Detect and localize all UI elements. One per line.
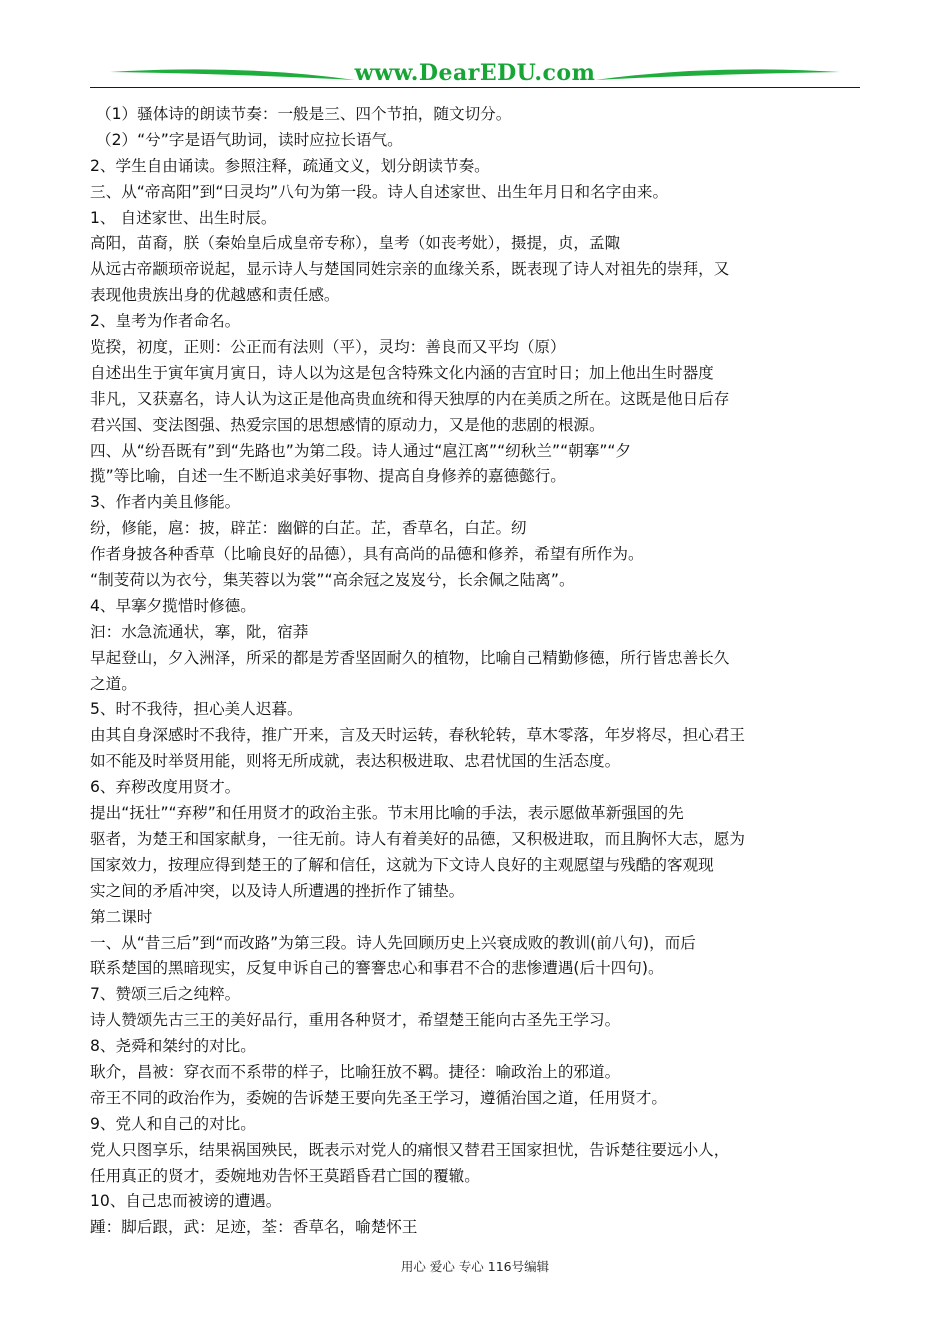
text-line: 由其自身深感时不我待，推广开来，言及天时运转，春秋轮转，草木零落，年岁将尽，担心君王 (90, 726, 745, 745)
document-body (90, 102, 862, 1241)
text-line: 非凡，又获嘉名，诗人认为这正是他高贵血统和得天独厚的内在美质之所在。这既是他日后存 (90, 389, 730, 408)
text-line: 之道。 (90, 674, 137, 693)
text-line: 踵：脚后跟，武：足迹，荃：香草名，喻楚怀王 (90, 1218, 418, 1237)
text-line: 从远古帝颛顼帝说起，显示诗人与楚国同姓宗亲的血缘关系，既表现了诗人对祖先的崇拜，又 (90, 260, 730, 279)
text-line: 2、皇考为作者命名。 (90, 312, 241, 331)
text-line: 纷，修能，扈：披，辟芷：幽僻的白芷。芷，香草名，白芷。纫 (90, 519, 527, 538)
text-line: 耿介，昌被：穿衣而不系带的样子，比喻狂放不羁。捷径：喻政治上的邪道。 (90, 1062, 621, 1081)
text-line: 自述出生于寅年寅月寅日，诗人以为这是包含特殊文化内涵的吉宜时日；加上他出生时器度 (90, 363, 714, 382)
text-line: 四、从“纷吾既有”到“先路也”为第二段。诗人通过“扈江离”“纫秋兰”“朝搴”“夕 (90, 441, 632, 460)
text-line: 国家效力，按理应得到楚王的了解和信任，这就为下文诗人良好的主观愿望与残酷的客观现 (90, 855, 714, 874)
site-logo-text[interactable]: www.DearEDU.com (354, 60, 596, 86)
text-line: 诗人赞颂先古三王的美好品行，重用各种贤才，希望楚王能向古圣先王学习。 (90, 1011, 621, 1030)
page-footer: 用心 爱心 专心 116号编辑 (400, 1259, 550, 1274)
text-line: 第二课时 (90, 907, 153, 926)
text-line: 提出“抚壮”“弃秽”和任用贤才的政治主张。节末用比喻的手法，表示愿做革新强国的先 (90, 804, 684, 823)
page-header (90, 56, 860, 94)
text-line: 4、早搴夕揽惜时修德。 (90, 596, 256, 615)
text-line: 2、学生自由诵读。参照注释，疏通文义，划分朗读节奏。 (90, 156, 490, 175)
text-line: 5、时不我待，担心美人迟暮。 (90, 700, 303, 719)
text-line: 揽”等比喻，自述一生不断追求美好事物、提高自身修养的嘉德懿行。 (90, 467, 566, 486)
text-line: 实之间的矛盾冲突，以及诗人所遭遇的挫折作了铺垫。 (90, 881, 465, 900)
text-line: 任用真正的贤才，委婉地劝告怀王莫蹈昏君亡国的覆辙。 (90, 1166, 480, 1185)
text-line: 作者身披各种香草（比喻良好的品德），具有高尚的品德和修养，希望有所作为。 (90, 545, 644, 564)
text-line: 汩：水急流通状，搴，阰，宿莽 (90, 622, 309, 641)
text-line: 党人只图享乐，结果祸国殃民，既表示对党人的痛恨又替君王国家担忧，告诉楚往要远小人， (90, 1140, 730, 1159)
text-line: 联系楚国的黑暗现实，反复申诉自己的謇謇忠心和事君不合的悲惨遭遇(后十四句)。 (90, 959, 664, 978)
text-line: 3、作者内美且修能。 (90, 493, 241, 512)
header-rule (90, 87, 860, 88)
text-line: 7、赞颂三后之纯粹。 (90, 985, 241, 1004)
text-line: 三、从“帝高阳”到“曰灵均”八句为第一段。诗人自述家世、出生年月日和名字由来。 (90, 182, 669, 201)
text-line: “制芰荷以为衣兮，集芙蓉以为裳”“高余冠之岌岌兮，长余佩之陆离”。 (90, 571, 575, 590)
text-line: 如不能及时举贤用能，则将无所成就，表达积极进取、忠君忧国的生活态度。 (90, 752, 621, 771)
text-line: 8、尧舜和桀纣的对比。 (90, 1037, 256, 1056)
text-line: 驱者，为楚王和国家献身，一往无前。诗人有着美好的品德，又积极进取，而且胸怀大志，愿为 (90, 829, 745, 848)
text-line: 一、从“昔三后”到“而改路”为第三段。诗人先回顾历史上兴衰成败的教训(前八句)，而后 (90, 933, 696, 952)
text-line: 帝王不同的政治作为，委婉的告诉楚王要向先圣王学习，遵循治国之道，任用贤才。 (90, 1088, 667, 1107)
text-line: 1、 自述家世、出生时辰。 (90, 208, 277, 227)
text-line: 10、自己忠而被谤的遭遇。 (90, 1192, 282, 1211)
text-line: 早起登山，夕入洲泽，所采的都是芳香坚固耐久的植物，比喻自己精勤修德，所行皆忠善长久 (90, 648, 730, 667)
text-line: 君兴国、变法图强、热爱宗国的思想感情的原动力，又是他的悲剧的根源。 (90, 415, 605, 434)
text-line: 表现他贵族出身的优越感和责任感。 (90, 286, 340, 305)
text-line: （2）“兮”字是语气助词，读时应拉长语气。 (96, 130, 403, 149)
text-line: 览揆，初度，正则：公正而有法则（平），灵均：善良而又平均（原） (90, 338, 566, 357)
text-line: 9、党人和自己的对比。 (90, 1114, 256, 1133)
text-line: 高阳，苗裔，朕（秦始皇后成皇帝专称），皇考（如丧考妣），摄提，贞，孟陬 (90, 234, 621, 253)
text-line: 6、弃秽改度用贤才。 (90, 778, 241, 797)
text-line: （1）骚体诗的朗读节奏：一般是三、四个节拍，随文切分。 (96, 105, 512, 123)
